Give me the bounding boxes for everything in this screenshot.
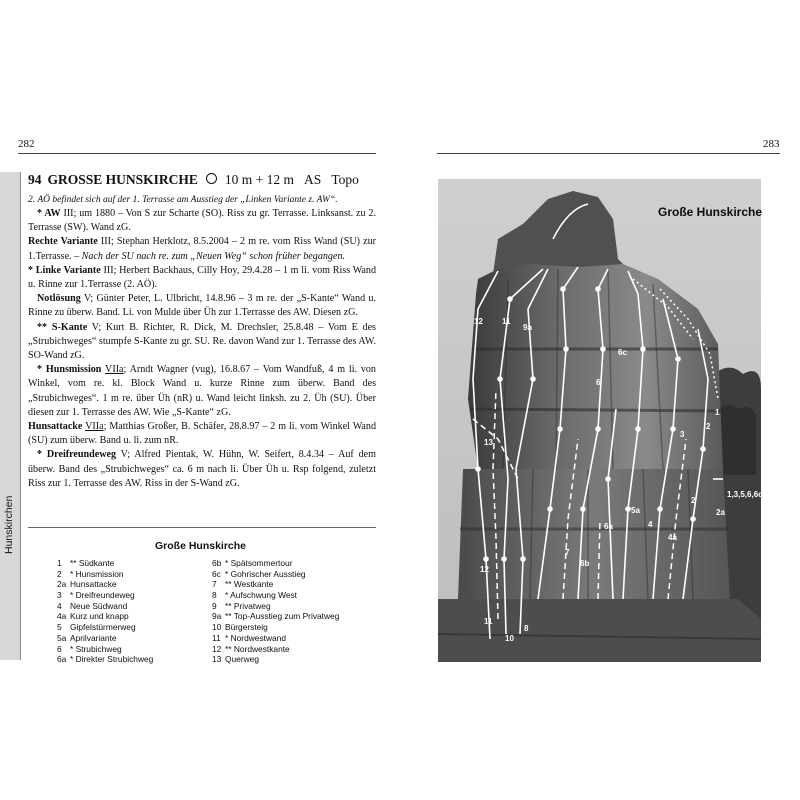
entry-number: 94 — [28, 172, 42, 187]
entry-heading — [28, 172, 376, 188]
route-label: 12 — [474, 317, 483, 326]
page-number-left: 282 — [18, 138, 35, 150]
legend-column-2 — [212, 558, 339, 665]
route-label: 2a — [716, 508, 725, 517]
header-rule-right — [437, 153, 780, 154]
route-label: 6a — [604, 522, 613, 531]
legend-column-1 — [57, 558, 153, 665]
route-remark: Nach der SU nach re. zum „Neuen Weg“ schon früher begangen. — [81, 250, 346, 262]
route-label: 11 — [484, 617, 493, 626]
legend-item: 13 Querweg — [212, 654, 259, 665]
route-description: V; Kurt B. Richter, R. Dick, M. Drechsler, 25.8.48 – Vom E des „Strubichweges“ stumpfe S-Kante zu gr. SU. Re. davon Wand zur 1. Terrasse des AW. SO-Wand zG. — [28, 321, 376, 362]
legend-item: 12 ** Nordwestkante — [212, 643, 290, 654]
entry-tag-as: AS — [304, 172, 322, 187]
legend-item: 4 Neue Südwand — [57, 600, 128, 611]
route-label: 10 — [505, 634, 514, 643]
route-name: ** S-Kante — [37, 321, 88, 333]
photo-title: Große Hunskirche — [658, 205, 763, 219]
legend-item: 6b * Spätsommertour — [212, 558, 293, 568]
legend-item: 10 Bürgersteig — [212, 622, 268, 633]
legend-separator — [28, 527, 376, 528]
header-rule-left — [18, 153, 376, 154]
route-description: V; Alfred Pientak, W. Hühn, W. Seifert, 8.4.34 – Auf dem überw. Band des „Strubichweges“ ca. 6 m nach li. Über Üh u. Rsp folgend, zuletzt Riss zur 1. Terrasse des AW. Riss in der S-Wand zG. — [28, 449, 376, 489]
legend-item: 6c * Gohrischer Ausstieg — [212, 568, 306, 579]
route-label: 4 — [648, 520, 653, 529]
route-label: 7 — [565, 548, 570, 557]
route-label: 1,3,5,6,6c — [727, 490, 763, 499]
route-label: 6c — [618, 348, 627, 357]
legend-item: 9 ** Privatweg — [212, 600, 271, 611]
entry-note: 2. AÖ befindet sich auf der 1. Terrasse am Ausstieg der „Linken Variante z. AW“. — [28, 195, 338, 205]
route-label: 3 — [680, 430, 685, 439]
route-description: V; Günter Peter, L. Ulbricht, 14.8.96 – 3 m re. der „S-Kante“ Wand u. Rinne zu überw. Band. Li. von Mulde über Üh zur 1.Terrasse des AW. Diesen zG. — [28, 293, 376, 319]
route-label: 2 — [691, 496, 696, 505]
route-label: 6 — [596, 378, 601, 387]
entry-tag-topo: Topo — [331, 172, 359, 187]
chapter-side-tab — [0, 172, 21, 660]
legend-item: 6a * Direkter Strubichweg — [57, 654, 154, 665]
legend-item: 9a ** Top-Ausstieg zum Privatweg — [212, 611, 340, 622]
route-label: 13 — [484, 438, 493, 447]
legend-item: 6 * Strubichweg — [57, 643, 122, 654]
legend-item: 4a Kurz und knapp — [57, 611, 129, 622]
route-name: * Linke Variante — [28, 264, 101, 276]
route-label: 6b — [580, 559, 590, 568]
route-rechte-variante — [28, 235, 376, 263]
route-description: III; Stephan Herklotz, 8.5.2004 – 2 m re. vom Riss Wand (SU) zur 1.Terrasse. – — [28, 236, 376, 262]
route-name: * Hunsmission — [37, 364, 102, 376]
route-grade: VIIa — [105, 364, 124, 376]
route-aw — [28, 207, 376, 235]
route-hunsmission — [28, 363, 376, 420]
route-name: Notlösung — [37, 293, 81, 305]
legend-item: 5 Gipfelstürmerweg — [57, 622, 136, 633]
route-label: 12 — [480, 565, 489, 574]
legend-item: 11 * Nordwestwand — [212, 632, 286, 643]
route-label: 5a — [631, 506, 640, 515]
entry-heights: 10 m + 12 m — [224, 172, 295, 187]
rock-topo-illustration — [438, 179, 761, 662]
route-label: 9a — [523, 323, 532, 332]
route-label: 1 — [715, 408, 720, 417]
entry-name: GROSSE HUNSKIRCHE — [47, 172, 198, 187]
route-label: 11 — [502, 317, 511, 326]
route-description: III; um 1880 – Von S zur Scharte (SO). Riss zu gr. Terrasse. Linksanst. zu 2. Terrasse (SW). Wand zG. — [28, 208, 376, 234]
route-label: 4a — [668, 533, 677, 542]
legend-item: 7 ** Westkante — [212, 579, 274, 590]
page-number-right: 283 — [763, 138, 780, 150]
legend-title: Große Hunskirche — [155, 540, 247, 552]
legend-item: 8 * Aufschwung West — [212, 590, 298, 601]
route-hunsattacke — [28, 420, 376, 448]
circle-icon — [206, 173, 217, 184]
route-s-kante — [28, 321, 376, 364]
route-description: ; Arndt Wagner (vug), 16.8.67 – Vom Wandfuß, 4 m li. von Winkel, vom re. kl. Block Wand u. kurze Rinne zum überw. Band des „Strubichweges“. 1 m re. über Üh (nR) u. Wand leicht linksh. zu 2. Üh (SU). Über diesen zur 1. Terrasse des AW. Wie „S-Kante“ zG. — [28, 364, 376, 418]
entry-text-column — [28, 172, 376, 491]
route-grade: VIIa — [85, 421, 104, 433]
topo-photo — [438, 179, 761, 662]
route-name: * AW — [37, 208, 61, 219]
chapter-side-tab-label: Hunskirchen — [3, 495, 15, 554]
route-name: Hunsattacke — [28, 421, 83, 433]
route-description: ; Matthias Großer, B. Schäfer, 28.8.97 – 2 m li. vom Winkel Wand (SU) zum überw. Band u. li. zum nR. — [28, 421, 376, 447]
legend-item: 1 ** Südkante — [57, 558, 115, 568]
route-linke-variante — [28, 264, 376, 292]
legend-item: 2a Hunsattacke — [57, 579, 117, 590]
route-label: 2 — [706, 422, 711, 431]
legend-item: 5a Aprilvariante — [57, 632, 117, 643]
route-notloesung — [28, 292, 376, 320]
route-dreifreundeweg — [28, 448, 376, 491]
legend-item: 3 * Dreifreundeweg — [57, 590, 135, 601]
route-label: 8 — [524, 624, 529, 633]
route-name: Rechte Variante — [28, 236, 98, 248]
route-description: III; Herbert Backhaus, Cilly Hoy, 29.4.28 – 1 m li. vom Riss Wand u. Rinne zur 1.Terrasse (2. AÖ). — [28, 264, 376, 291]
legend-item: 2 * Hunsmission — [57, 568, 124, 579]
route-name: * Dreifreundeweg — [37, 449, 117, 461]
